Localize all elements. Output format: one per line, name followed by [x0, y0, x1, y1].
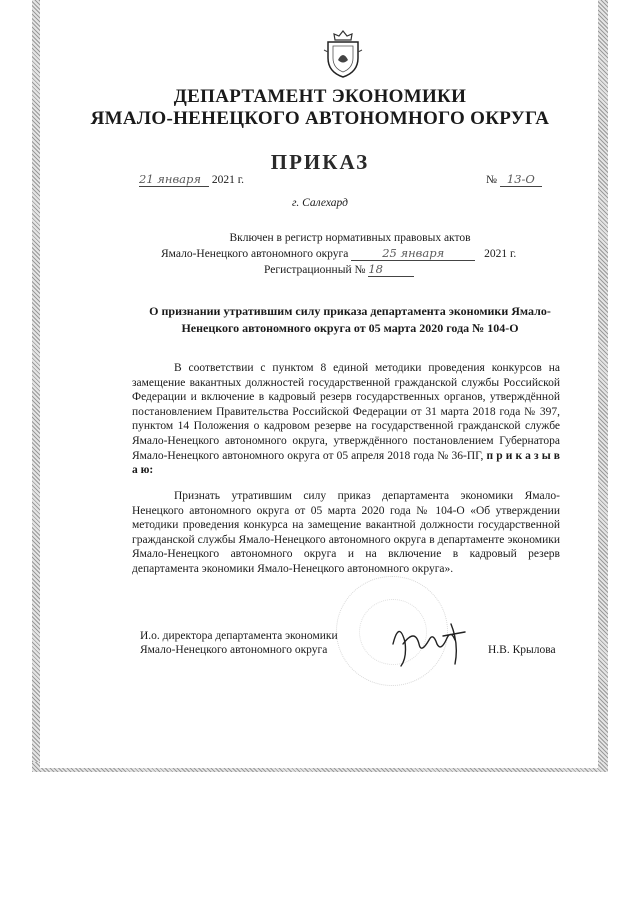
signatory-title-line2: Ямало-Ненецкого автономного округа	[140, 644, 328, 656]
number-handwritten: 13-О	[500, 172, 542, 187]
registry-line3	[264, 262, 464, 277]
city: г. Салехард	[292, 197, 348, 209]
registry-line2-suffix: 2021 г.	[484, 248, 517, 260]
registry-line1: Включен в регистр нормативных правовых актов	[229, 232, 471, 244]
order-heading: О признании утратившим силу приказа департамента экономики Ямало-Ненецкого автономного округа от 05 марта 2020 года № 104-О	[149, 304, 551, 335]
registry-date-handwritten: 25 января	[351, 246, 475, 261]
order-number	[486, 172, 556, 187]
signatory-title-line1: И.о. директора департамента экономики	[140, 630, 338, 642]
preamble-text: В соответствии с пунктом 8 единой методики проведения конкурсов на замещение вакантных должностей государственной гражданской службы Российской Федерации и включение в кадровый резерв государственных органов, утверждённой постановлением Правительства Российской Федерации от 31 марта 2018 года № 397, пунктом 14 Положения о кадровом резерве на государственной гражданской службе Ямало-Ненецкого автономного округа, утверждённого постановлением Губернатора Ямало-Ненецкого автономного округа от 05 апреля 2018 года № 36-ПГ,	[132, 362, 560, 462]
preamble-paragraph	[132, 361, 560, 478]
coat-of-arms-icon	[318, 28, 368, 80]
order-paragraph: Признать утратившим силу приказ департамента экономики Ямало-Ненецкого автономного округа от 05 марта 2020 года № 104-О «Об утверждении методики проведения конкурса на замещение вакантной должности государственной гражданской службы Ямало-Ненецкого автономного округа в департаменте экономики Ямало-Ненецкого автономного округа и на включение в кадровый резерв департамента экономики Ямало-Ненецкого автономного округа».	[132, 490, 560, 575]
date-handwritten: 21 января	[139, 172, 209, 187]
order-date	[139, 172, 279, 187]
date-year: 2021 г.	[211, 174, 245, 186]
signature-mark	[385, 614, 475, 670]
registry-number-handwritten: 18	[368, 262, 414, 277]
department-name-line2: ЯМАЛО-НЕНЕЦКОГО АВТОНОМНОГО ОКРУГА	[90, 108, 550, 129]
registry-number-label: Регистрационный №	[264, 264, 366, 276]
signatory-name: Н.В. Крылова	[488, 644, 556, 656]
document-title: ПРИКАЗ	[270, 150, 370, 174]
department-name-line1: ДЕПАРТАМЕНТ ЭКОНОМИКИ	[173, 86, 467, 107]
order-verb: п р и к а з ы в а ю:	[132, 449, 561, 477]
registry-line2-prefix: Ямало-Ненецкого автономного округа	[161, 248, 349, 260]
registry-line2	[161, 246, 541, 261]
number-label: №	[486, 174, 497, 186]
